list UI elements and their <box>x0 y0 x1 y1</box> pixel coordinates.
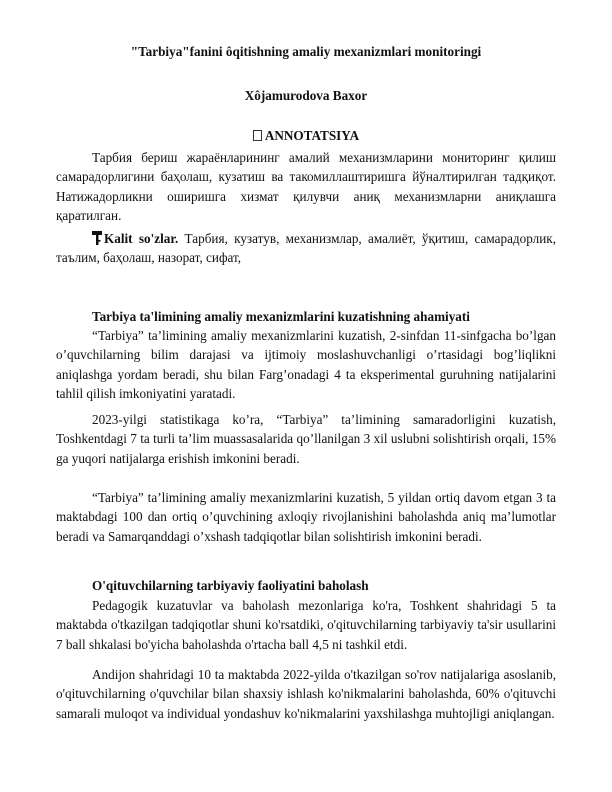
keywords-paragraph <box>56 229 556 268</box>
keywords-label: Kalit so'zlar. <box>104 231 179 246</box>
annotation-heading-text: ANNOTATSIYA <box>264 128 360 143</box>
paper-title: "Tarbiya"fanini ôqitishning amaliy mexanizmlari monitoringi <box>130 44 482 59</box>
missing-glyph-box-icon <box>253 130 262 141</box>
section-heading: Tarbiya ta'limining amaliy mexanizmlarini kuzatishning ahamiyati <box>92 309 470 324</box>
annotation-heading <box>56 128 556 144</box>
section-heading: O'qituvchilarning tarbiyaviy faoliyatini baholash <box>92 578 369 593</box>
keywords-text: Тарбия, кузатув, механизмлар, амалиёт, ўқитиш, самарадорлик, таълим, баҳолаш, назорат, сифат, <box>56 231 556 266</box>
author-name: Xôjamurodova Baxor <box>244 88 368 103</box>
key-icon <box>92 231 102 245</box>
body-paragraph: “Tarbiya” ta’limining amaliy mexanizmlarini kuzatish, 2-sinfdan 11-sinfgacha bo’lgan o’quvchilarning bilim darajasi va ijtimoiy moslashuvchanligi o’rtasidagi bog’liqlikni aniqlashga yordam beradi, shu bilan Farg’onadagi 4 ta eksperimental guruhning natijalarini tahlil qilish imkoniyatini yaratadi. <box>56 328 556 402</box>
annotation-body: Тарбия бериш жараёнларининг амалий механизмларини мониторинг қилиш самарадорлигини баҳолаш, кузатиш ва такомиллаштиришга йўналтирилган тадқиқот. Натижадорликни оширишга хизмат қилувчи аниқ механизмларни аниқлашга қаратилган. <box>56 150 556 224</box>
body-paragraph: 2023-yilgi statistikaga ko’ra, “Tarbiya” ta’limining samaradorligini kuzatish, Toshkentdagi 7 ta turli ta’lim muassasalarida qo’llanilgan 3 xil uslubni solishtirish orqali, 15% ga yuqori natijalarga erishish imkonini beradi. <box>56 412 556 466</box>
body-paragraph: Andijon shahridagi 10 ta maktabda 2022-yilda o'tkazilgan so'rov natijalariga asoslanib, o'qituvchilarning o'quvchilar bilan shaxsiy ishlash ko'nikmalarini baholashda, 60% o'qituvchi samarali muloqot va individual yondashuv ko'nikmalarini yaxshilashga muhtojligi aniqlangan. <box>56 667 556 721</box>
body-paragraph: “Tarbiya” ta’limining amaliy mexanizmlarini kuzatish, 5 yildan ortiq davom etgan 3 ta maktabdagi 100 dan ortiq o’quvchining axloqiy rivojlanishini baholashda aniq ma’lumotlar beradi va Samarqanddagi o’xshash tadqiqotlar bilan solishtirish imkonini beradi. <box>56 490 556 544</box>
body-paragraph: Pedagogik kuzatuvlar va baholash mezonlariga ko'ra, Toshkent shahridagi 5 ta maktabda o'tkazilgan tadqiqotlar shuni ko'rsatdiki, o'qituvchilarning tarbiyaviy ta'sir usullarini 7 ball shkalasi bo'yicha baholashda o'rtacha ball 4,5 ni tashkil etdi. <box>56 598 556 652</box>
